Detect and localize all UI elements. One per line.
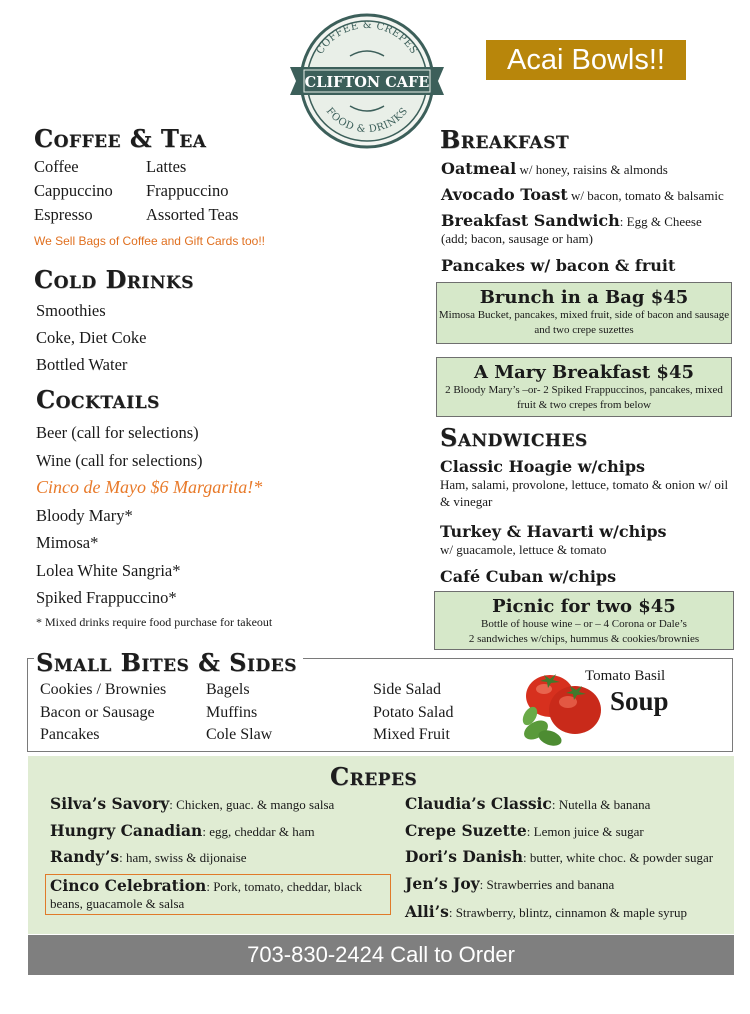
list-item: Wine (call for selections) [36, 450, 203, 470]
list-item: Potato Salad [373, 703, 454, 721]
cinco-celebration-crepe: Cinco Celebration: Pork, tomato, cheddar, black beans, guacamole & salsa [45, 874, 391, 915]
list-item: Assorted Teas [146, 205, 239, 224]
list-item: Coffee [34, 157, 79, 176]
list-item: Lattes [146, 157, 187, 176]
breakfast-item: Oatmeal w/ honey, raisins & almonds [441, 159, 668, 178]
sandwich-item: Classic Hoagie w/chips Ham, salami, provolone, lettuce, tomato & onion w/ oil & vinegar [440, 457, 729, 509]
svg-text:CLIFTON CAFE: CLIFTON CAFE [304, 74, 430, 91]
cocktails-note: * Mixed drinks require food purchase for takeout [36, 615, 273, 629]
cold-drinks-list [36, 297, 146, 378]
list-item: Cappuccino [34, 181, 113, 200]
breakfast-heading: Breakfast [440, 125, 570, 154]
list-item: Mixed Fruit [373, 726, 450, 743]
crepe-item: Claudia’s Classic: Nutella & banana [405, 794, 651, 813]
acai-bowls-badge: Acai Bowls!! [486, 40, 686, 80]
special-title: Picnic for two $45 [492, 596, 676, 617]
list-item: Pancakes [40, 726, 100, 743]
list-item: Mimosa* [36, 533, 99, 552]
special-title: Brunch in a Bag $45 [479, 287, 689, 308]
list-item: Bottled Water [36, 355, 128, 374]
coffee-note: We Sell Bags of Coffee and Gift Cards too!! [34, 234, 266, 248]
cocktails-heading: Cocktails [36, 385, 160, 414]
cold-drinks-heading: Cold Drinks [34, 265, 194, 294]
small-bites-heading: Small Bites & Sides [34, 648, 303, 677]
list-item: Frappuccino [146, 181, 229, 200]
crepe-item: Silva’s Savory: Chicken, guac. & mango salsa [50, 794, 335, 813]
small-bites-column [373, 679, 453, 747]
list-item: Cole Slaw [206, 726, 273, 743]
special-desc: 2 sandwiches w/chips, hummus & cookies/brownies [468, 633, 700, 645]
mary-breakfast-special [436, 357, 732, 417]
breakfast-item: Breakfast Sandwich: Egg & Cheese (add; bacon, sausage or ham) [441, 211, 702, 246]
brunch-in-a-bag-special [436, 282, 732, 344]
breakfast-item: Pancakes w/ bacon & fruit [441, 256, 676, 275]
list-item: Cookies / Brownies [40, 681, 167, 698]
special-desc: Mimosa Bucket, pancakes, mixed fruit, side of bacon and sausage and two crepe suzettes [438, 309, 730, 336]
crepe-item: Hungry Canadian: egg, cheddar & ham [50, 821, 315, 840]
list-item: Beer (call for selections) [36, 423, 199, 442]
small-bites-column [40, 679, 166, 747]
list-item: Coke, Diet Coke [36, 328, 147, 347]
call-to-order-bar: 703-830-2424 Call to Order [28, 935, 734, 975]
crepes-heading: Crepes [330, 762, 418, 791]
list-item: Lolea White Sangria* [36, 560, 181, 580]
sandwich-item: Café Cuban w/chips [440, 567, 617, 586]
crepe-item: Alli’s: Strawberry, blintz, cinnamon & maple syrup [405, 902, 687, 921]
list-item: Espresso [34, 205, 93, 224]
svg-text:FOOD & DRINKS: FOOD & DRINKS [323, 105, 411, 136]
sandwiches-heading: Sandwiches [440, 423, 588, 452]
list-item: Smoothies [36, 301, 106, 320]
list-item: Spiked Frappuccino* [36, 588, 177, 607]
list-item: Bagels [206, 681, 250, 698]
coffee-tea-list [34, 157, 296, 225]
crepe-item: Crepe Suzette: Lemon juice & sugar [405, 821, 644, 840]
list-item: Bloody Mary* [36, 505, 133, 525]
special-desc: 2 Bloody Mary’s –or- 2 Spiked Frappuccinos, pancakes, mixed fruit & two crepes from below [445, 384, 723, 411]
special-desc: Bottle of house wine – or – 4 Corona or Dale’s [481, 618, 687, 630]
sandwich-item: Turkey & Havarti w/chips w/ guacamole, lettuce & tomato [440, 522, 667, 557]
crepe-item: Jen’s Joy: Strawberries and banana [405, 874, 615, 893]
crepe-item: Randy’s: ham, swiss & dijonaise [50, 847, 247, 866]
crepe-item: Dori’s Danish: butter, white choc. & powder sugar [405, 847, 714, 866]
cocktails-list [36, 419, 262, 612]
clifton-cafe-logo [288, 10, 446, 152]
special-title: A Mary Breakfast $45 [473, 362, 694, 383]
svg-text:COFFEE & CREPES: COFFEE & CREPES [314, 19, 420, 57]
soup-subtitle: Tomato Basil [585, 668, 666, 684]
small-bites-column [206, 679, 272, 747]
list-item: Bacon or Sausage [40, 703, 155, 721]
picnic-for-two-special [434, 591, 734, 650]
coffee-tea-heading: Coffee & Tea [34, 124, 207, 153]
margarita-promo: Cinco de Mayo $6 Margarita!* [36, 477, 263, 497]
soup-title: Soup [610, 686, 669, 716]
list-item: Side Salad [373, 681, 441, 698]
list-item: Muffins [206, 703, 258, 721]
breakfast-item: Avocado Toast w/ bacon, tomato & balsamic [441, 185, 724, 204]
